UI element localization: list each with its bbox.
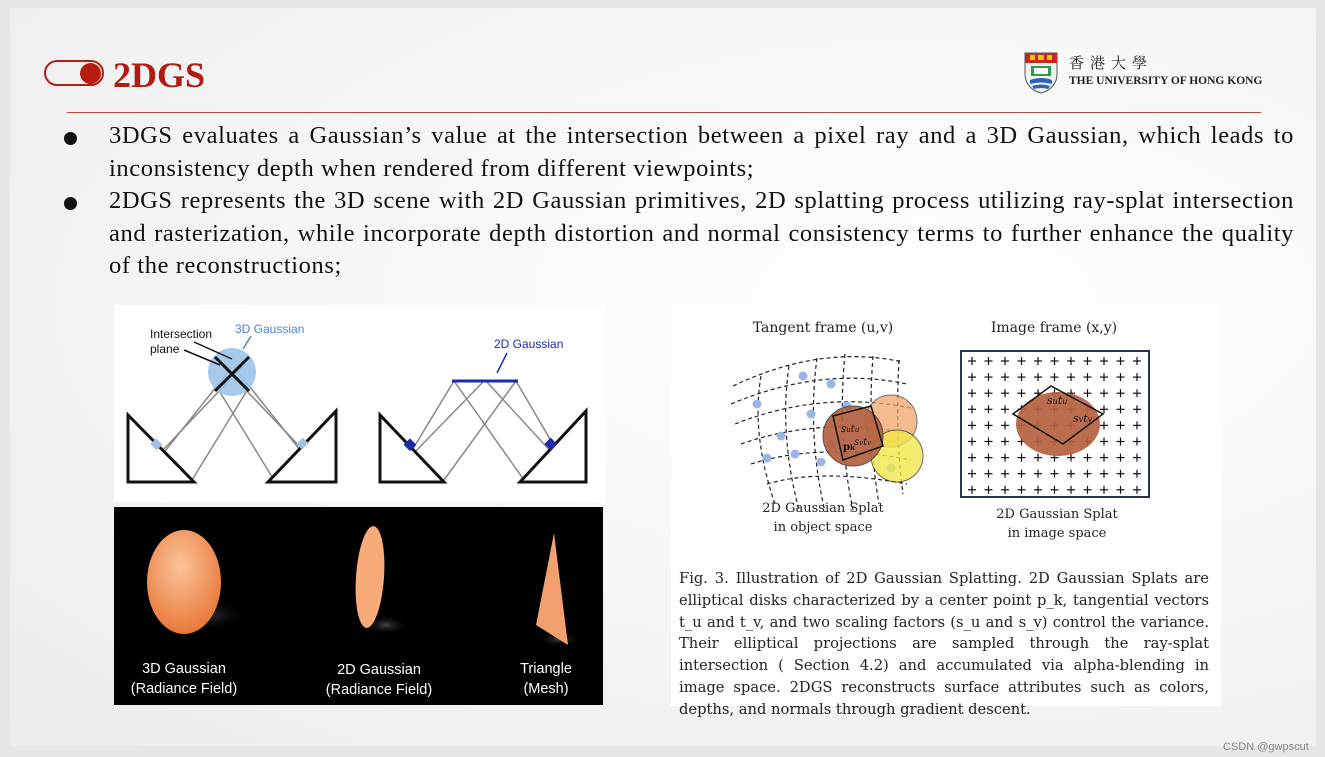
splat-image-label: 2D Gaussian Splat: [996, 507, 1118, 522]
watermark: CSDN @gwpscut: [1223, 741, 1309, 753]
label-intersection: Intersection: [150, 327, 213, 341]
title-toggle-icon: [44, 60, 104, 86]
image-frame-title: Image frame (x,y): [990, 320, 1118, 336]
label-3d-gaussian: 3D Gaussian: [235, 322, 305, 336]
figure-caption: Fig. 3. Illustration of 2D Gaussian Splatting. 2D Gaussian Splats are elliptical disks characterized by a center point p_k, tangential vectors t_u and t_v, and two scaling factors (s_u and s_v) control the variance. Their elliptical projections are sampled through the ray-splat intersection ( Section 4.2) and accumulated via alpha-blending in image space. 2DGS reconstructs surface attributes such as colors, depths, and normals through gradient descent.: [679, 570, 1209, 718]
university-logo: [1022, 48, 1262, 98]
bullet-icon: [64, 197, 77, 210]
title-divider: [67, 112, 1261, 113]
splat-image-sublabel: in image space: [1007, 526, 1107, 541]
label-triangle-sub: (Mesh): [523, 681, 569, 697]
slide-title: 2DGS: [113, 55, 206, 95]
tangent-frame-title: Tangent frame (u,v): [752, 320, 894, 336]
slide: [10, 8, 1316, 753]
svg-text:svtv: svtv: [1073, 412, 1093, 425]
splat-object-sublabel: in object space: [773, 520, 873, 535]
label-3d-gaussian-rf-sub: (Radiance Field): [130, 681, 238, 697]
bullet-list: [58, 120, 1294, 283]
logo-english-name: THE UNIVERSITY OF HONG KONG: [1069, 75, 1263, 87]
bullet-item: 2DGS represents the 3D scene with 2D Gaussian primitives, 2D splatting process utilizing ray-splat intersection and rasterization, while incorporate depth distortion and normal consistency terms to further enhance the quality of the reconstructions;: [58, 185, 1294, 283]
hku-crest-icon: [1022, 50, 1060, 94]
ray-intersection-figure: [114, 305, 605, 502]
svg-text:sutu: sutu: [1047, 394, 1068, 407]
label-2d-gaussian: 2D Gaussian: [494, 337, 564, 351]
svg-text:svtv: svtv: [854, 437, 872, 448]
bullet-item: 3DGS evaluates a Gaussian’s value at the intersection between a pixel ray and a 3D Gaussian, which leads to inconsistency depth when rendered from different viewpoints;: [58, 120, 1294, 185]
svg-text:pk: pk: [843, 442, 855, 453]
label-3d-gaussian-rf: 3D Gaussian: [142, 661, 226, 677]
label-2d-gaussian-rf-sub: (Radiance Field): [325, 682, 433, 698]
bullet-icon: [64, 132, 77, 145]
primitives-figure: [114, 507, 603, 705]
svg-text:sutu: sutu: [841, 424, 860, 435]
label-plane: plane: [150, 342, 180, 356]
logo-chinese-name: 香港大學: [1069, 54, 1154, 72]
splatting-figure: [671, 304, 1221, 564]
label-triangle: Triangle: [520, 661, 572, 677]
label-2d-gaussian-rf: 2D Gaussian: [337, 662, 421, 678]
3d-gaussian-ellipsoid: [147, 530, 221, 634]
splat-object-label: 2D Gaussian Splat: [762, 501, 884, 516]
